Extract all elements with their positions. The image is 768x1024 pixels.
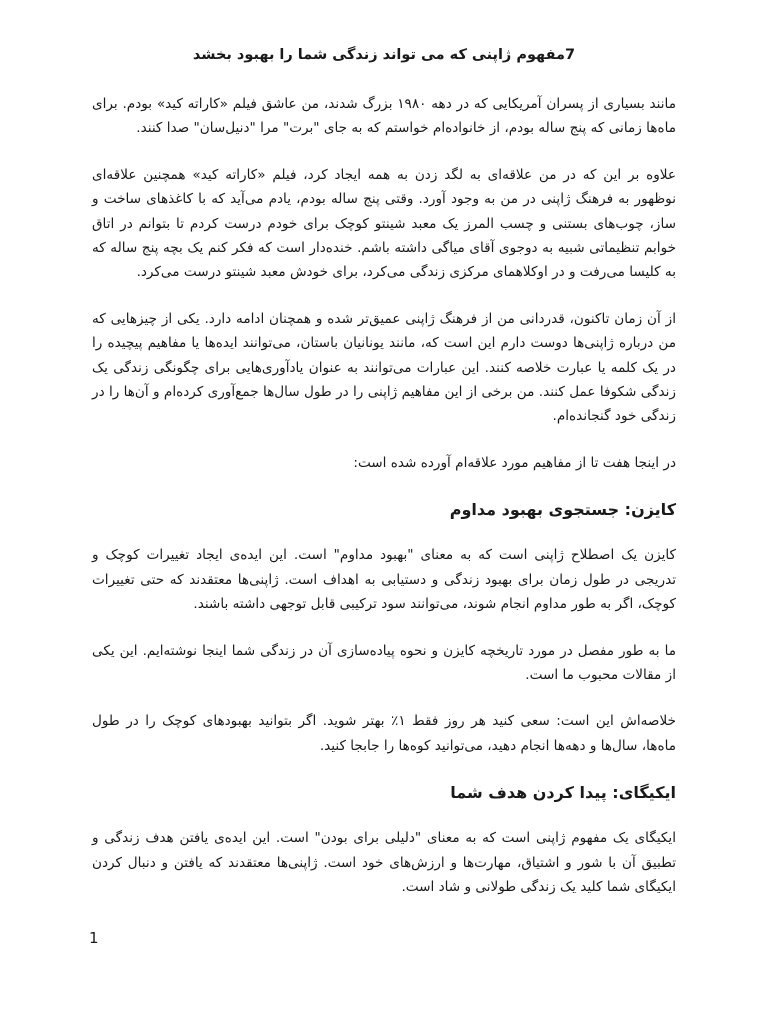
- intro-paragraph-3: از آن زمان تاکنون، قدردانی من از فرهنگ ژاپنی عمیق‌تر شده و همچنان ادامه دارد. یکی از چیزهایی که من درباره ژاپنی‌ها دوست دارم این است که، مانند یونانیان باستان، می‌توانند ایده‌ها یا مفاهیم پیچیده را در یک کلمه یا عبارت خلاصه کنند. این عبارات می‌توانند به عنوان یادآوری‌هایی برای چگونگی زندگی یک زندگی شکوفا عمل کنند. من برخی از این مفاهیم ژاپنی را در طول سال‌ها جمع‌آوری کرده‌ام و آن‌ها را در زندگی خود گنجانده‌ام.: [92, 310, 676, 425]
- page-number: 1: [89, 929, 99, 947]
- kaizen-paragraph-3: خلاصه‌اش این است: سعی کنید هر روز فقط ۱٪ بهتر شوید. اگر بتوانید بهبودهای کوچک را در طول ماه‌ها، سال‌ها و دهه‌ها انجام دهید، می‌توانید کوه‌ها را جابجا کنید.: [92, 713, 676, 754]
- intro-paragraph-1: مانند بسیاری از پسران آمریکایی که در دهه ۱۹۸۰ بزرگ شدند، من عاشق فیلم «کاراته کید» بودم. برای ماه‌ها زمانی که پنج ساله بودم، از خانواده‌ام خواستم که به جای "برت" مرا "دنیل‌سان" صدا کنند.: [92, 96, 676, 137]
- kaizen-paragraph-1: کایزن یک اصطلاح ژاپنی است که به معنای "بهبود مداوم" است. این ایده‌ی ایجاد تغییرات کوچک و تدریجی در طول زمان برای بهبود زندگی و دستیابی به اهداف است. ژاپنی‌ها معتقدند که حتی تغییرات کوچک، اگر به طور مداوم انجام شوند، می‌توانند سود ترکیبی قابل توجهی داشته باشند.: [92, 547, 676, 613]
- ikigai-paragraph-1: ایکیگای یک مفهوم ژاپنی است که به معنای "دلیلی برای بودن" است. این ایده‌ی یافتن هدف زندگی و تطبیق آن با شور و اشتیاق، مهارت‌ها و ارزش‌های خود است. ژاپنی‌ها معتقدند که یافتن و دنبال کردن ایکیگای شما کلید یک زندگی طولانی و شاد است.: [92, 830, 676, 895]
- document-title: 7مفهوم ژاپنی که می تواند زندگی شما را بهبود بخشد: [192, 47, 576, 63]
- section-heading-ikigai: ایکیگای: پیدا کردن هدف شما: [450, 783, 676, 803]
- kaizen-paragraph-2: ما به طور مفصل در مورد تاریخچه کایزن و نحوه پیاده‌سازی آن در زندگی شما اینجا نوشته‌ایم. این یکی از مقالات محبوب ما است.: [92, 642, 676, 683]
- section-heading-kaizen: کایزن: جستجوی بهبود مداوم: [449, 500, 676, 520]
- intro-paragraph-4: در اینجا هفت تا از مفاهیم مورد علاقه‌ام آورده شده است:: [353, 454, 676, 471]
- intro-paragraph-2: علاوه بر این که در من علاقه‌ای به لگد زدن به همه ایجاد کرد، فیلم «کاراته کید» همچنین علاقه‌ای نوظهور به فرهنگ ژاپنی در من به وجود آورد. وقتی پنج ساله بودم، یادم می‌آید که با کاغذهای ساخت و ساز، چوب‌های بستنی و چسب المرز یک معبد شینتو کوچک برای خودم درست کردم تا بتوانم در اتاق خوابم تنظیماتی شبیه به دوجوی آقای میاگی داشته باشم. خنده‌دار است که فکر کنم یک بچه پنج ساله که به کلیسا می‌رفت و در اوکلاهمای مرکزی زندگی می‌کرد، برای خودش معبد شینتو درست می‌کرد.: [92, 166, 676, 281]
